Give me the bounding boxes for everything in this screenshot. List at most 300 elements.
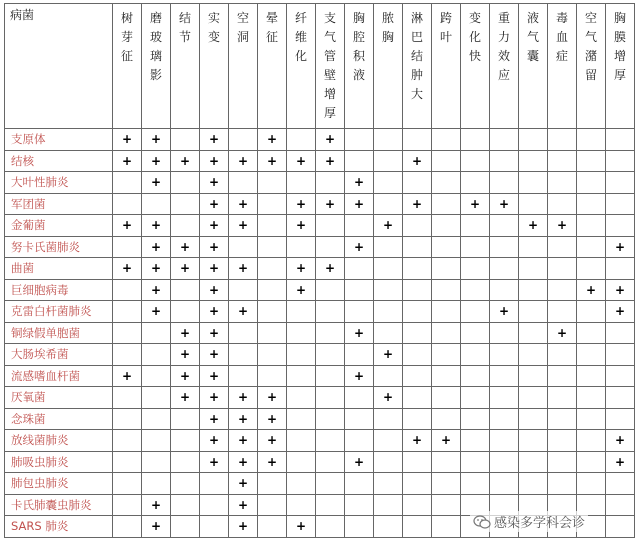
- feature-cell: [374, 408, 403, 430]
- feature-cell: [258, 236, 287, 258]
- plus-mark: +: [179, 347, 191, 362]
- feature-cell: [287, 301, 316, 323]
- feature-cell: [577, 322, 606, 344]
- pathogen-name: 努卡氏菌肺炎: [5, 236, 113, 258]
- feature-cell: [287, 387, 316, 409]
- feature-cell: [287, 473, 316, 495]
- column-header: [113, 4, 142, 129]
- plus-mark: +: [614, 239, 626, 254]
- feature-cell: [519, 322, 548, 344]
- feature-cell: [403, 387, 432, 409]
- table-row: [5, 129, 635, 151]
- feature-cell: [200, 193, 229, 215]
- feature-cell: [171, 279, 200, 301]
- feature-cell: [345, 473, 374, 495]
- feature-cell: [432, 129, 461, 151]
- plus-mark: +: [614, 304, 626, 319]
- feature-cell: [142, 365, 171, 387]
- feature-cell: [606, 236, 635, 258]
- plus-mark: +: [382, 218, 394, 233]
- plus-mark: +: [179, 390, 191, 405]
- feature-cell: [142, 408, 171, 430]
- feature-cell: [461, 279, 490, 301]
- feature-cell: [200, 365, 229, 387]
- feature-cell: [374, 193, 403, 215]
- feature-cell: [200, 236, 229, 258]
- feature-cell: [316, 236, 345, 258]
- plus-mark: +: [266, 433, 278, 448]
- feature-cell: [200, 387, 229, 409]
- plus-mark: +: [324, 196, 336, 211]
- pathogen-name: SARS 肺炎: [5, 516, 113, 538]
- feature-cell: [577, 387, 606, 409]
- pathogen-name: 肺吸虫肺炎: [5, 451, 113, 473]
- column-header-label: 胸腔积液: [352, 11, 365, 82]
- column-header: [229, 4, 258, 129]
- feature-cell: [142, 193, 171, 215]
- plus-mark: +: [440, 433, 452, 448]
- feature-cell: [374, 344, 403, 366]
- feature-cell: [142, 387, 171, 409]
- feature-cell: [374, 215, 403, 237]
- feature-cell: [432, 172, 461, 194]
- feature-cell: [490, 215, 519, 237]
- plus-mark: +: [411, 433, 423, 448]
- feature-cell: [142, 494, 171, 516]
- feature-cell: [548, 129, 577, 151]
- feature-cell: [577, 365, 606, 387]
- feature-cell: [345, 215, 374, 237]
- pathogen-name: 肺包虫肺炎: [5, 473, 113, 495]
- feature-cell: [345, 172, 374, 194]
- feature-cell: [171, 473, 200, 495]
- feature-cell: [229, 473, 258, 495]
- plus-mark: +: [208, 153, 220, 168]
- table-row: [5, 387, 635, 409]
- feature-cell: [229, 279, 258, 301]
- table-row: [5, 473, 635, 495]
- feature-cell: [258, 301, 287, 323]
- feature-cell: [374, 301, 403, 323]
- feature-cell: [200, 150, 229, 172]
- feature-cell: [432, 408, 461, 430]
- pathogen-imaging-table: [4, 3, 635, 538]
- feature-cell: [461, 236, 490, 258]
- feature-cell: [316, 129, 345, 151]
- feature-cell: [142, 236, 171, 258]
- feature-cell: [490, 193, 519, 215]
- corner-header: [5, 4, 113, 129]
- feature-cell: [345, 279, 374, 301]
- feature-cell: [374, 236, 403, 258]
- feature-cell: [345, 430, 374, 452]
- feature-cell: [490, 236, 519, 258]
- feature-cell: [113, 301, 142, 323]
- plus-mark: +: [150, 153, 162, 168]
- feature-cell: [519, 365, 548, 387]
- feature-cell: [113, 193, 142, 215]
- feature-cell: [606, 430, 635, 452]
- feature-cell: [171, 408, 200, 430]
- feature-cell: [200, 516, 229, 538]
- plus-mark: +: [411, 153, 423, 168]
- feature-cell: [606, 408, 635, 430]
- feature-cell: [403, 258, 432, 280]
- plus-mark: +: [208, 261, 220, 276]
- plus-mark: +: [353, 239, 365, 254]
- feature-cell: [577, 408, 606, 430]
- plus-mark: +: [208, 239, 220, 254]
- plus-mark: +: [382, 347, 394, 362]
- plus-mark: +: [237, 433, 249, 448]
- feature-cell: [200, 430, 229, 452]
- plus-mark: +: [150, 261, 162, 276]
- feature-cell: [229, 236, 258, 258]
- feature-cell: [606, 365, 635, 387]
- feature-cell: [142, 258, 171, 280]
- feature-cell: [142, 301, 171, 323]
- feature-cell: [490, 430, 519, 452]
- feature-cell: [287, 172, 316, 194]
- feature-cell: [229, 172, 258, 194]
- feature-cell: [548, 215, 577, 237]
- feature-cell: [432, 516, 461, 538]
- feature-cell: [548, 408, 577, 430]
- column-header: [519, 4, 548, 129]
- plus-mark: +: [150, 519, 162, 534]
- table-row: [5, 279, 635, 301]
- feature-cell: [229, 365, 258, 387]
- feature-cell: [490, 473, 519, 495]
- feature-cell: [548, 322, 577, 344]
- pathogen-name: 大肠埃希菌: [5, 344, 113, 366]
- feature-cell: [171, 516, 200, 538]
- feature-cell: [113, 129, 142, 151]
- plus-mark: +: [266, 390, 278, 405]
- feature-cell: [519, 258, 548, 280]
- feature-cell: [345, 387, 374, 409]
- plus-mark: +: [208, 304, 220, 319]
- feature-cell: [432, 430, 461, 452]
- feature-cell: [432, 344, 461, 366]
- feature-cell: [287, 365, 316, 387]
- feature-cell: [142, 129, 171, 151]
- feature-cell: [171, 344, 200, 366]
- feature-cell: [490, 408, 519, 430]
- column-header-label: 空洞: [236, 11, 249, 44]
- feature-cell: [316, 301, 345, 323]
- plus-mark: +: [353, 325, 365, 340]
- column-header: [403, 4, 432, 129]
- pathogen-name: 厌氧菌: [5, 387, 113, 409]
- feature-cell: [403, 365, 432, 387]
- column-header-label: 结节: [178, 11, 191, 44]
- plus-mark: +: [295, 196, 307, 211]
- plus-mark: +: [121, 153, 133, 168]
- table-row: [5, 215, 635, 237]
- feature-cell: [403, 451, 432, 473]
- feature-cell: [229, 344, 258, 366]
- feature-cell: [606, 322, 635, 344]
- pathogen-name: 大叶性肺炎: [5, 172, 113, 194]
- feature-cell: [345, 365, 374, 387]
- column-header: [490, 4, 519, 129]
- feature-cell: [606, 387, 635, 409]
- plus-mark: +: [498, 196, 510, 211]
- feature-cell: [142, 473, 171, 495]
- feature-cell: [200, 451, 229, 473]
- plus-mark: +: [295, 218, 307, 233]
- feature-cell: [258, 322, 287, 344]
- plus-mark: +: [411, 196, 423, 211]
- feature-cell: [577, 301, 606, 323]
- pathogen-name: 曲菌: [5, 258, 113, 280]
- feature-cell: [548, 172, 577, 194]
- plus-mark: +: [237, 476, 249, 491]
- column-header-label: 淋巴结肿大: [410, 11, 423, 101]
- feature-cell: [200, 215, 229, 237]
- feature-cell: [345, 344, 374, 366]
- feature-cell: [171, 301, 200, 323]
- plus-mark: +: [208, 454, 220, 469]
- feature-cell: [113, 322, 142, 344]
- table-row: [5, 193, 635, 215]
- feature-cell: [113, 494, 142, 516]
- plus-mark: +: [208, 132, 220, 147]
- feature-cell: [432, 494, 461, 516]
- feature-cell: [229, 494, 258, 516]
- feature-cell: [229, 258, 258, 280]
- feature-cell: [229, 516, 258, 538]
- feature-cell: [606, 172, 635, 194]
- table-row: [5, 236, 635, 258]
- column-header-label: 磨玻璃影: [149, 11, 162, 82]
- plus-mark: +: [150, 497, 162, 512]
- feature-cell: [258, 279, 287, 301]
- plus-mark: +: [179, 368, 191, 383]
- feature-cell: [113, 258, 142, 280]
- plus-mark: +: [353, 454, 365, 469]
- column-header: [606, 4, 635, 129]
- feature-cell: [258, 408, 287, 430]
- feature-cell: [113, 215, 142, 237]
- plus-mark: +: [353, 175, 365, 190]
- feature-cell: [345, 236, 374, 258]
- feature-cell: [432, 279, 461, 301]
- feature-cell: [461, 408, 490, 430]
- feature-cell: [432, 301, 461, 323]
- plus-mark: +: [208, 325, 220, 340]
- feature-cell: [258, 129, 287, 151]
- feature-cell: [461, 193, 490, 215]
- feature-cell: [606, 279, 635, 301]
- feature-cell: [577, 215, 606, 237]
- plus-mark: +: [179, 239, 191, 254]
- watermark: [470, 511, 588, 532]
- feature-cell: [171, 430, 200, 452]
- feature-cell: [374, 322, 403, 344]
- plus-mark: +: [237, 261, 249, 276]
- feature-cell: [606, 193, 635, 215]
- plus-mark: +: [237, 390, 249, 405]
- plus-mark: +: [237, 153, 249, 168]
- feature-cell: [374, 387, 403, 409]
- feature-cell: [316, 322, 345, 344]
- feature-cell: [258, 215, 287, 237]
- plus-mark: +: [266, 153, 278, 168]
- plus-mark: +: [295, 282, 307, 297]
- feature-cell: [577, 258, 606, 280]
- feature-cell: [403, 494, 432, 516]
- feature-cell: [490, 322, 519, 344]
- plus-mark: +: [237, 196, 249, 211]
- feature-cell: [229, 193, 258, 215]
- feature-cell: [229, 430, 258, 452]
- feature-cell: [171, 215, 200, 237]
- feature-cell: [258, 172, 287, 194]
- column-header: [200, 4, 229, 129]
- column-header: [258, 4, 287, 129]
- feature-cell: [461, 387, 490, 409]
- feature-cell: [316, 193, 345, 215]
- feature-cell: [374, 365, 403, 387]
- feature-cell: [606, 473, 635, 495]
- feature-cell: [200, 258, 229, 280]
- feature-cell: [519, 344, 548, 366]
- table-body: [5, 129, 635, 538]
- pathogen-name: 结核: [5, 150, 113, 172]
- feature-cell: [200, 408, 229, 430]
- plus-mark: +: [150, 218, 162, 233]
- feature-cell: [577, 430, 606, 452]
- feature-cell: [229, 451, 258, 473]
- plus-mark: +: [266, 132, 278, 147]
- feature-cell: [432, 451, 461, 473]
- feature-cell: [461, 344, 490, 366]
- plus-mark: +: [614, 433, 626, 448]
- column-header-label: 纤维化: [294, 11, 307, 63]
- plus-mark: +: [237, 304, 249, 319]
- feature-cell: [113, 236, 142, 258]
- feature-cell: [519, 129, 548, 151]
- feature-cell: [374, 494, 403, 516]
- feature-cell: [403, 236, 432, 258]
- feature-cell: [519, 193, 548, 215]
- column-header: [316, 4, 345, 129]
- feature-cell: [316, 172, 345, 194]
- plus-mark: +: [469, 196, 481, 211]
- feature-cell: [461, 215, 490, 237]
- plus-mark: +: [179, 261, 191, 276]
- plus-mark: +: [208, 282, 220, 297]
- feature-cell: [316, 451, 345, 473]
- feature-cell: [171, 236, 200, 258]
- feature-cell: [548, 236, 577, 258]
- plus-mark: +: [150, 175, 162, 190]
- feature-cell: [606, 301, 635, 323]
- feature-cell: [171, 494, 200, 516]
- feature-cell: [113, 150, 142, 172]
- feature-cell: [229, 150, 258, 172]
- pathogen-name: 卡氏肺囊虫肺炎: [5, 494, 113, 516]
- plus-mark: +: [121, 218, 133, 233]
- feature-cell: [432, 236, 461, 258]
- feature-cell: [229, 129, 258, 151]
- table-row: [5, 150, 635, 172]
- feature-cell: [287, 430, 316, 452]
- plus-mark: +: [121, 261, 133, 276]
- feature-cell: [171, 322, 200, 344]
- feature-cell: [432, 473, 461, 495]
- feature-cell: [606, 129, 635, 151]
- column-header: [374, 4, 403, 129]
- wechat-icon: [473, 515, 491, 529]
- plus-mark: +: [208, 433, 220, 448]
- feature-cell: [432, 387, 461, 409]
- feature-cell: [113, 473, 142, 495]
- feature-cell: [171, 365, 200, 387]
- feature-cell: [200, 494, 229, 516]
- column-header: [548, 4, 577, 129]
- feature-cell: [548, 473, 577, 495]
- feature-cell: [287, 258, 316, 280]
- feature-cell: [490, 387, 519, 409]
- feature-cell: [287, 344, 316, 366]
- feature-cell: [229, 322, 258, 344]
- plus-mark: +: [556, 218, 568, 233]
- column-header: [577, 4, 606, 129]
- feature-cell: [287, 322, 316, 344]
- feature-cell: [548, 430, 577, 452]
- column-header-label: 液气囊: [526, 11, 539, 63]
- feature-cell: [258, 344, 287, 366]
- feature-cell: [345, 150, 374, 172]
- feature-cell: [229, 215, 258, 237]
- table-row: [5, 258, 635, 280]
- feature-cell: [142, 150, 171, 172]
- feature-cell: [519, 301, 548, 323]
- feature-cell: [577, 344, 606, 366]
- feature-cell: [345, 193, 374, 215]
- feature-cell: [606, 494, 635, 516]
- plus-mark: +: [237, 411, 249, 426]
- feature-cell: [577, 473, 606, 495]
- feature-cell: [548, 193, 577, 215]
- feature-cell: [258, 430, 287, 452]
- pathogen-name: 军团菌: [5, 193, 113, 215]
- feature-cell: [606, 516, 635, 538]
- column-header-label: 支气管壁增厚: [323, 11, 336, 120]
- plus-mark: +: [121, 132, 133, 147]
- feature-cell: [316, 387, 345, 409]
- feature-cell: [461, 430, 490, 452]
- feature-cell: [403, 301, 432, 323]
- feature-cell: [374, 129, 403, 151]
- feature-cell: [258, 451, 287, 473]
- feature-cell: [519, 172, 548, 194]
- feature-cell: [113, 451, 142, 473]
- feature-cell: [113, 387, 142, 409]
- feature-cell: [548, 301, 577, 323]
- feature-cell: [171, 451, 200, 473]
- column-header-label: 变化快: [468, 11, 481, 63]
- table-row: [5, 172, 635, 194]
- feature-cell: [490, 258, 519, 280]
- feature-cell: [171, 193, 200, 215]
- feature-cell: [287, 236, 316, 258]
- feature-cell: [519, 473, 548, 495]
- feature-cell: [287, 516, 316, 538]
